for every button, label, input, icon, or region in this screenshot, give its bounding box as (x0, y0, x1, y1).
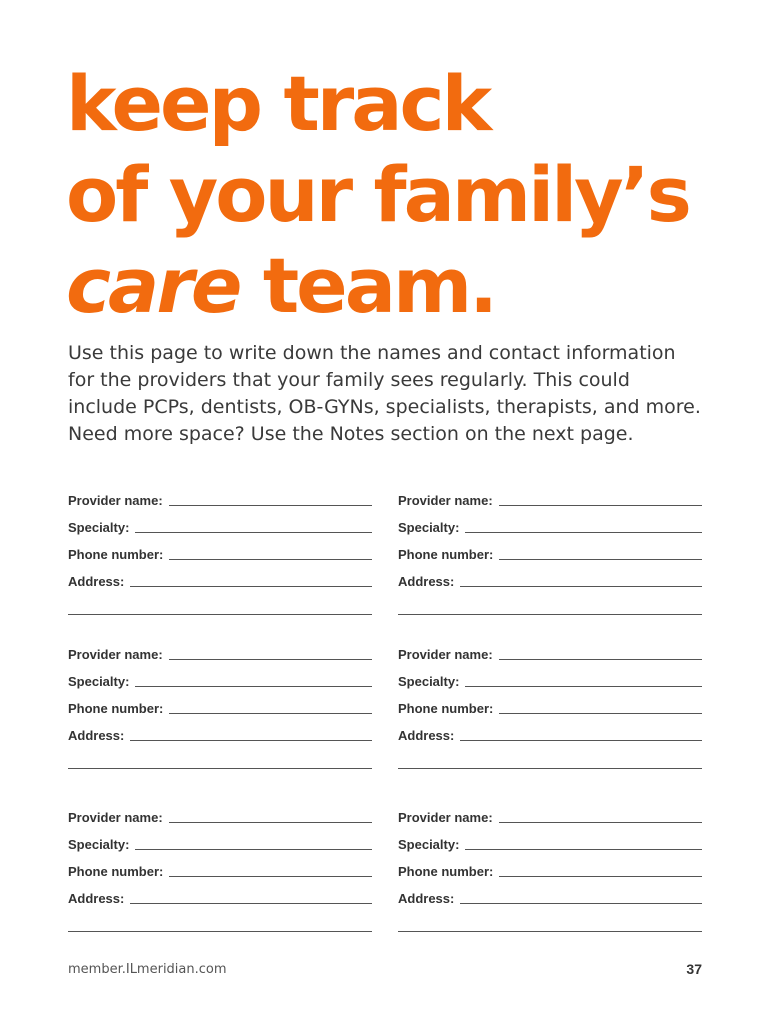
specialty-label: Specialty: (398, 520, 460, 535)
address-label: Address: (398, 891, 455, 906)
provider-name-row (68, 488, 372, 508)
address-row (398, 886, 702, 906)
provider-name-label: Provider name: (68, 810, 163, 825)
address-label: Address: (68, 574, 125, 589)
specialty-field[interactable] (135, 532, 372, 533)
specialty-label: Specialty: (68, 674, 130, 689)
address-label: Address: (68, 728, 125, 743)
specialty-row (68, 515, 372, 535)
address-line-2-row (398, 749, 702, 769)
provider-name-field[interactable] (169, 822, 372, 823)
provider-name-row (68, 642, 372, 662)
address-field[interactable] (460, 740, 702, 741)
address-line-2-row (68, 749, 372, 769)
address-row (398, 723, 702, 743)
headline-team-word: team. (239, 241, 496, 330)
specialty-row (68, 669, 372, 689)
provider-name-label: Provider name: (68, 647, 163, 662)
address-line-2-field[interactable] (398, 614, 702, 615)
phone-field[interactable] (169, 876, 372, 877)
phone-label: Phone number: (398, 547, 494, 562)
footer-website-url: member.ILmeridian.com (68, 962, 227, 977)
address-line-2-field[interactable] (68, 931, 372, 932)
address-line-2-row (398, 595, 702, 615)
phone-label: Phone number: (68, 864, 164, 879)
phone-row (68, 542, 372, 562)
provider-name-field[interactable] (499, 659, 702, 660)
intro-line-2: for the providers that your family sees regularly. This could (68, 369, 630, 391)
specialty-label: Specialty: (68, 520, 130, 535)
provider-name-label: Provider name: (398, 493, 493, 508)
intro-line-1: Use this page to write down the names and contact information (68, 342, 676, 364)
address-field[interactable] (130, 903, 372, 904)
address-label: Address: (398, 574, 455, 589)
specialty-label: Specialty: (398, 837, 460, 852)
address-line-2-field[interactable] (398, 931, 702, 932)
address-line-2-field[interactable] (398, 768, 702, 769)
page-number: 37 (686, 961, 702, 977)
specialty-field[interactable] (135, 849, 372, 850)
address-field[interactable] (460, 586, 702, 587)
provider-name-row (398, 805, 702, 825)
phone-row (68, 696, 372, 716)
specialty-field[interactable] (135, 686, 372, 687)
specialty-label: Specialty: (68, 837, 130, 852)
address-field[interactable] (130, 740, 372, 741)
phone-row (398, 542, 702, 562)
phone-field[interactable] (499, 876, 702, 877)
provider-name-row (398, 642, 702, 662)
address-line-2-row (398, 912, 702, 932)
provider-name-field[interactable] (169, 505, 372, 506)
phone-field[interactable] (499, 713, 702, 714)
specialty-row (398, 669, 702, 689)
provider-name-field[interactable] (499, 505, 702, 506)
provider-name-label: Provider name: (398, 810, 493, 825)
specialty-field[interactable] (465, 849, 702, 850)
specialty-row (398, 832, 702, 852)
phone-field[interactable] (499, 559, 702, 560)
provider-name-label: Provider name: (398, 647, 493, 662)
address-field[interactable] (130, 586, 372, 587)
headline-line-2: of your family’s (66, 150, 689, 239)
address-line-2-row (68, 912, 372, 932)
provider-name-row (398, 488, 702, 508)
address-line-2-row (68, 595, 372, 615)
specialty-label: Specialty: (398, 674, 460, 689)
phone-label: Phone number: (398, 701, 494, 716)
address-label: Address: (398, 728, 455, 743)
address-row (398, 569, 702, 589)
address-row (68, 723, 372, 743)
address-label: Address: (68, 891, 125, 906)
phone-label: Phone number: (398, 864, 494, 879)
headline-line-1: keep track (66, 59, 490, 148)
specialty-row (398, 515, 702, 535)
specialty-field[interactable] (465, 686, 702, 687)
headline-care-word: care (66, 241, 240, 330)
specialty-field[interactable] (465, 532, 702, 533)
intro-line-4: Need more space? Use the Notes section on the next page. (68, 423, 634, 445)
provider-name-field[interactable] (499, 822, 702, 823)
provider-name-row (68, 805, 372, 825)
phone-label: Phone number: (68, 701, 164, 716)
address-line-2-field[interactable] (68, 768, 372, 769)
phone-field[interactable] (169, 559, 372, 560)
phone-label: Phone number: (68, 547, 164, 562)
specialty-row (68, 832, 372, 852)
phone-row (398, 859, 702, 879)
phone-row (68, 859, 372, 879)
address-line-2-field[interactable] (68, 614, 372, 615)
phone-field[interactable] (169, 713, 372, 714)
address-row (68, 886, 372, 906)
phone-row (398, 696, 702, 716)
address-field[interactable] (460, 903, 702, 904)
intro-line-3: include PCPs, dentists, OB-GYNs, specialists, therapists, and more. (68, 396, 701, 418)
provider-name-field[interactable] (169, 659, 372, 660)
address-row (68, 569, 372, 589)
provider-name-label: Provider name: (68, 493, 163, 508)
